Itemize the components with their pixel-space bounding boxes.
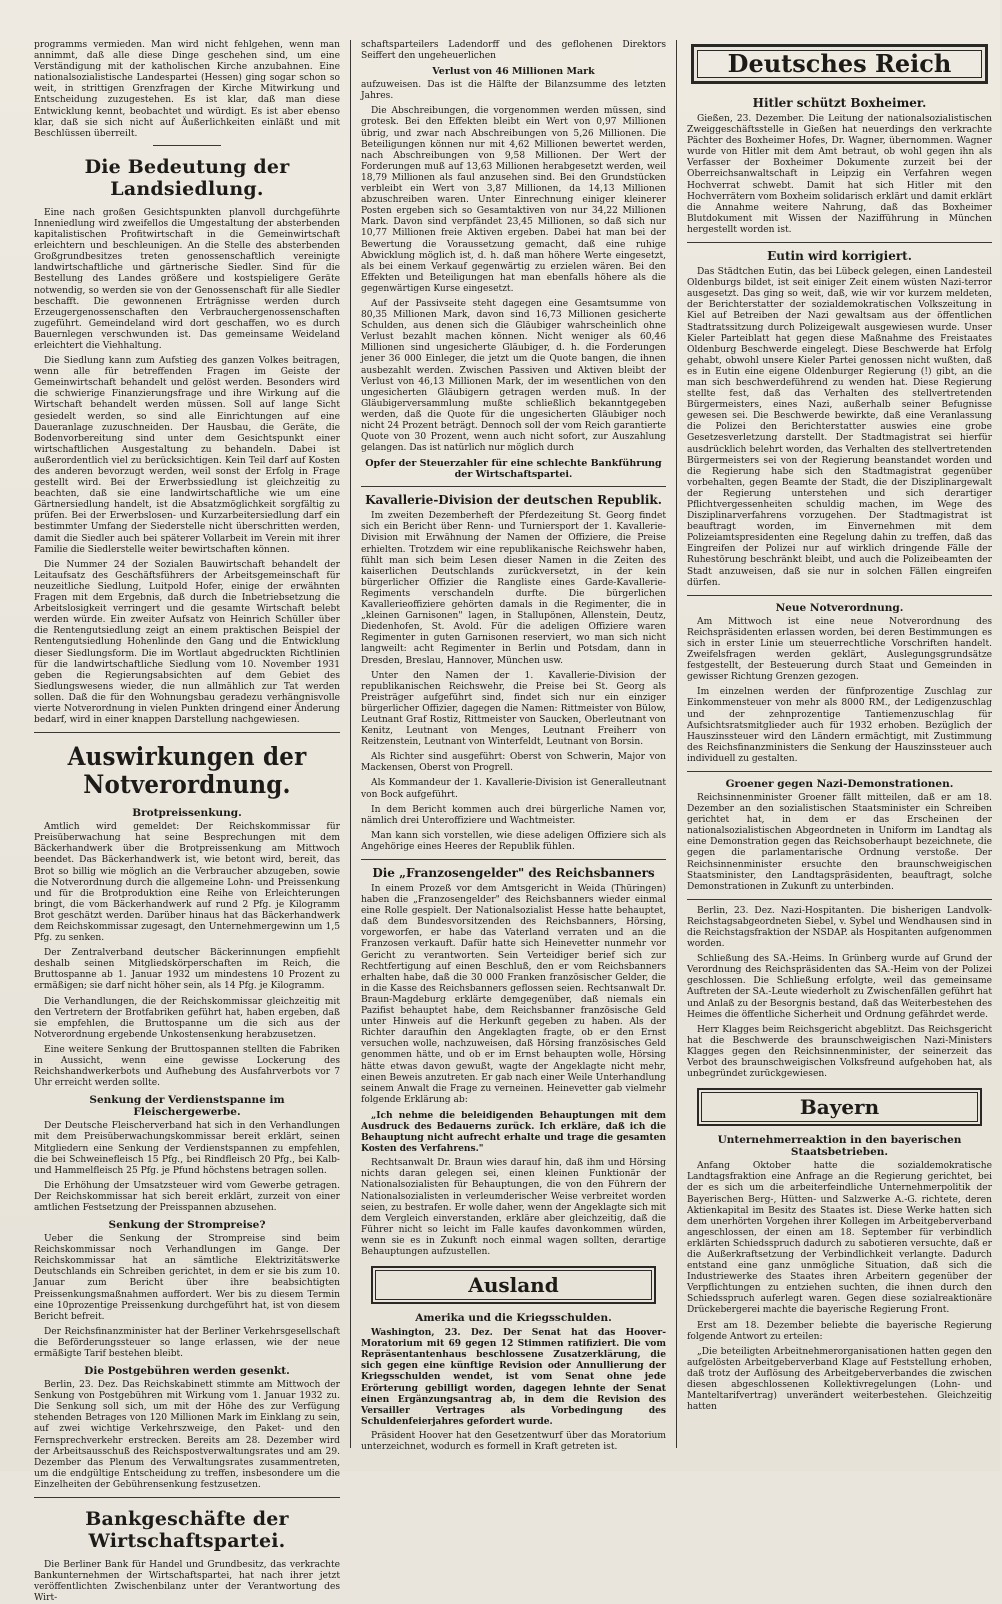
- article-paragraph: Das Städtchen Eutin, das bei Lübeck gelegen, einen Landesteil Oldenburgs bildet, ist seit einiger Zeit einem wüsten Nazi-terror ausgesetzt. Das ging so weit, daß, wie wir vor kurzem meldeten, der Berichterstatter der sozialdemokratischen Volkszeitung in Kiel auf Betreiben der Nazi gewaltsam aus der öffentlichen Stadtratssitzung durch Polizeigewalt ausgewiesen wurde. Unser Kieler Parteiblatt hat gegen diese Maßnahme des Freistaates Oldenburg Beschwerde eingelegt. Diese Beschwerde hat Erfolg gehabt, obwohl unsere Kieler Partei genossen nicht wußten, daß es in Eutin eine eigene Oldenburger Regierung (!) gibt, an die man sich beschwerdeführend zu wenden hat. Diese Regierung stellte fest, daß das Verhalten des stellvertretenden Bürgermeisters, eines Nazi, außerhalb seiner Befugnisse gewesen sei. Die Beschwerde bewirkte, daß eine Veranlassung die Polizei den Berichterstatter auswies eine grobe Gesetzesverletzung darstellt. Der Stadtmagistrat sei hierfür ausdrücklich belehrt worden, das Verhalten des stellvertretenden Bürgermeisters sei von der Regierung beanstandet worden und die Regierung habe sich den Stadtmagistrat gegenüber vorbehalten, gegen Beamte der Stadt, die der Disziplinargewalt der Regierung unterstehen und sich derartiger Pflichtvergessenheiten schuldig machen, im Wege des Disziplinarverfahrens vorzugehen. Der Stadtmagistrat ist beauftragt worden, im Einvernehmen mit dem Polizeiamtspresidenten eine Regelung dahin zu treffen, daß das Eingreifen der Polizei nur auf wirklich dringende Fälle der Ruhestörung beschränkt bleibt, und auch die Polizeibeamten der Stadt anzuweisen, daß sie nur in solchen Fällen eingreifen dürfen.: [687, 267, 992, 588]
- article-title-hitler: Hitler schützt Boxheimer.: [752, 96, 927, 110]
- article-title-bank: Bankgeschäfte der Wirtschaftspartei.: [85, 1508, 289, 1553]
- quoted-statement: „Die beteiligten Arbeitnehmerorganisationen hatten gegen den aufgelösten Arbeitgeberverband Klage auf Feststellung erhoben, daß trotz der Auflösung des Arbeitgeberverbandes die zwischen diesen abgeschlossenen Kollektivregelungen (Lohn- und Manteltarifvertrag) unverändert weiterbestehen. Gleichzeitig hatten: [687, 1346, 992, 1413]
- divider: [687, 595, 992, 596]
- article-title-notverordnung-neu: Neue Notverordnung.: [775, 601, 904, 614]
- news-brief: Herr Klagges beim Reichsgericht abgeblitzt. Das Reichsgericht hat die Beschwerde des braunschweigischen Nazi-Ministers Klagges gegen den Reichsinnenminister, der seinerzeit das Verbot des braunschweigischen Volksfreund aufgehoben hat, als unbegründet zurückgewiesen.: [687, 1024, 992, 1080]
- article-title-franzosengelder: Die „Franzosengelder" des Reichsbanners: [372, 866, 655, 880]
- article-conclusion: Opfer der Steuerzahler für eine schlechte Bankführung der Wirtschaftspartei.: [365, 458, 662, 481]
- news-brief: Schließung des SA.-Heims. In Grünberg wurde auf Grund der Verordnung des Reichspräsidenten das SA.-Heim von der Polizei geschlossen. Die Schließung erfolgte, weil das gemeinsame Auftreten der SA.-Leute wiederholt zu Zwischenfällen geführt hat und Anlaß zu der Besorgnis bestand, daß das Weiterbestehen des Heimes die öffentliche Sicherheit und Ordnung gefährdet werde.: [687, 954, 992, 1020]
- article-paragraph: Die Nummer 24 der Sozialen Bauwirtschaft behandelt der Leitaufsatz des Geschäftsführers der Arbeitsgemeinschaft für neuzeitliche Siedlung, Luitpold Hofer, einige der erwähnten Fragen mit dem Ergebnis, daß durch die Inbetriebsetzung die Arbeitslosigkeit verringert und die gesamte Wirtschaft belebt werden würde. Ein zweiter Aufsatz von Heinrich Schüller über die Rentengutsiedlung zeigt an einem praktischen Beispiel der Rentengutsiedlung Hohenlinde den Gang und die Entwicklung dieser Siedlungsform. Die im Wortlaut abgedruckten Richtlinien für die landwirtschaftliche Siedlung vom 10. November 1931 geben die Regierungsabsichten auf dem Gebiet des Siedlungswesens wieder, die nun allmählich zur Tat werden sollen. Daß die für den Wohnungsbau geradezu verhängnisvolle vierte Notverordnung in vielen Punkten dringend einer Änderung bedarf, wird in einer knappen Darstellung nachgewiesen.: [34, 559, 340, 726]
- divider: [687, 242, 992, 243]
- article-paragraph: Berlin, 23. Dez. Das Reichskabinett stimmte am Mittwoch der Senkung von Postgebühren mit Wirkung vom 1. Januar 1932 zu. Die Senkung soll sich, um mit der Höhe des zur Verfügung stehenden Betrages von 120 Millionen Mark im Einklang zu sein, auf zwei wichtige Verkehrszweige, den Paket- und den Fernsprechverkehr erstrecken. Bereits am 28. Dezember wird der Arbeitsausschuß des Reichspostverwaltungsrates und am 29. Dezember das Plenum des Verwaltungsrates zusammentreten, um die endgültige Entscheidung zu treffen, insbesondere um die Einzelheiten der Gebührensenkung festzusetzen.: [34, 1380, 340, 1490]
- divider: [34, 1497, 340, 1498]
- subhead-verlust: Verlust von 46 Millionen Mark: [432, 66, 595, 78]
- article-paragraph: Anfang Oktober hatte die sozialdemokratische Landtagsfraktion eine Anfrage an die Regierung gerichtet, bei der es sich um die arbeiterfeindliche Unternehmerpolitik der Bayerischen Berg-, Hütten- und Salzwerke A.-G. richtete, deren Aktienkapital im Besitz des Staates ist. Diese Werke hatten sich dem unerhörten Vorgehen ihrer Kollegen im Arbeitgeberverband angeschlossen, der einen am 18. September für verbindlich erklärten Schiedsspruch dadurch zu sabotieren versuchte, daß er die Außerkraftsetzung der Verbindlichkeit verlangte. Dadurch entstand eine ganz unmögliche Situation, daß sich die Industriewerke des Staates ihren Arbeitern gegenüber der Verpflichtungen zu entziehen suchten, die ihnen durch den Schiedsspruch auferlegt waren. Gegen diese sozialreaktionäre Drückebergerei machte die bayerische Regierung Front.: [687, 1161, 992, 1316]
- article-title-kavallerie: Kavallerie-Division der deutschen Republik.: [365, 493, 662, 508]
- article-paragraph: Der Deutsche Fleischerverband hat sich in den Verhandlungen mit dem Preisüberwachungskommissar bereit erklärt, seinen Mitgliedern eine Senkung der Verdienstspannen zu empfehlen, die bei Schweinefleisch 15 Pfg., bei Rindfleisch 20 Pfg., bei Kalb- und Hammelfleisch 25 Pfg. je Pfund höchstens betragen sollen.: [34, 1121, 340, 1176]
- article-paragraph: Als Kommandeur der 1. Kavallerie-Division ist Generalleutnant von Bock aufgeführt.: [361, 778, 666, 800]
- article-paragraph: Im zweiten Dezemberheft der Pferdezeitung St. Georg findet sich ein Bericht über Renn- und Turniersport der 1. Kavallerie-Division mit Erwähnung der Namen der Offiziere, die Preise erhielten. Trotzdem wir eine republikanische Reichswehr haben, fühlt man sich beim Lesen dieser Namen in die Zeiten des kaiserlichen Deutschlands zurückversetzt, in der kein bürgerlicher Offizier die Rangliste eines Garde-Kavallerie-Regiments verschandeln durfte. Die bürgerlichen Kavallerieoffiziere gehörten damals in die Regimenter, die in „kleinen Garnisonen" lagen, in Stallupönen, Allenstein, Deutz, Diedenhofen, St. Avold. Für die adeligen Offiziere waren Regimenter in guten Garnisonen reserviert, wo man sich nicht langweilt: acht Regimenter in Berlin und Potsdam, dann in Dresden, Breslau, Hannover, München usw.: [361, 511, 666, 666]
- intro-text: programms vermieden. Man wird nicht fehlgehen, wenn man annimmt, daß alle diese Dinge geschehen sind, um eine Verständigung mit der katholischen Kirche anzubahnen. Eine nationalsozialistische Landespartei (Hessen) ging sogar schon so weit, in strittigen Grenzfragen der Kirche Mitwirkung und Entscheidung zuzugestehen. Es ist klar, daß man diese Entwicklung kennt, beobachtet und würdigt. Es ist aber ebenso klar, daß sie sich nicht auf Äußerlichkeiten einläßt und mit Beschlüssen überreilt.: [34, 40, 340, 139]
- article-title-unternehmerreaktion: Unternehmerreaktion in den bayerischen Staatsbetrieben.: [717, 1134, 962, 1159]
- subhead-brot: Brotpreissenkung.: [132, 807, 242, 820]
- divider: [361, 859, 666, 860]
- article-paragraph: Präsident Hoover hat den Gesetzentwurf über das Moratorium unterzeichnet, wodurch es formell in Kraft getreten ist.: [361, 1430, 666, 1453]
- article-paragraph: In dem Bericht kommen auch drei bürgerliche Namen vor, nämlich drei Unteroffiziere und Wachtmeister.: [361, 804, 666, 826]
- article-paragraph: Reichsinnenminister Groener fällt mitteilen, daß er am 18. Dezember an den sozialistischen Staatsminister ein Schreiben gerichtet hat, in dem er das Erscheinen der nationalsozialistischen Abgeordneten in Uniform im Landtag als eine Demonstration gegen das Reichsoberhaupt bezeichnete, die gegen die parlamentarische Ordnung verstoße. Der Reichsinnenminister ersuchte den braunschweigischen Staatsminister, den Landtagspräsidenten, beauftragt, solche Demonstrationen in Zukunft zu unterbinden.: [687, 792, 992, 892]
- article-paragraph: Als Richter sind ausgeführt: Oberst von Schwerin, Major von Mackensen, Oberst von Progrell.: [361, 752, 666, 774]
- article-paragraph: Ueber die Senkung der Strompreise sind beim Reichskommissar noch Verhandlungen im Gange. Der Reichskommissar hat an sämtliche Elektrizitätswerke Deutschlands ein Schreiben gerichtet, in dem er sie bis zum 10. Januar zum Bericht über ihre beabsichtigten Preissenkungsmaßnahmen auffordert. Wer bis zu diesem Termin eine 10prozentige Preissenkung durchgeführt hat, ist von diesem Bericht befreit.: [34, 1234, 340, 1322]
- article-paragraph: Die Berliner Bank für Handel und Grundbesitz, das verkrachte Bankunternehmen der Wirtschaftspartei, hat nach ihrer jetzt veröffentlichten Zwischenbilanz unter der Verantwortung des Wirt-: [34, 1560, 340, 1604]
- article-paragraph: Der Reichsfinanzminister hat der Berliner Verkehrsgesellschaft die Beförderungssteuer so lange erlassen, wie der neue ermäßigte Tarif bestehen bleibt.: [34, 1326, 340, 1359]
- article-paragraph: Man kann sich vorstellen, wie diese adeligen Offiziere sich als Angehörige eines Heeres der Republik fühlen.: [361, 830, 666, 852]
- article-paragraph: Amtlich wird gemeldet: Der Reichskommissar für Preisüberwachung hat seine Besprechungen mit dem Bäckerhandwerk über die Brotpreissenkung am Mittwoch beendet. Das Bäckerhandwerk ist, wie betont wird, bereit, das Brot so billig wie möglich an die Verbraucher abzugeben, sowie die Notverordnung durch die allgemeine Lohn- und Preissenkung und für die Brotproduktion eine Reihe von Erleichterungen bringt, die vom Bäckerhandwerk auf rund 2 Pfg. je Kilogramm Brot geschätzt werden. Darüber hinaus hat das Bäckerhandwerk dem Reichskommissar zugesagt, den Unternehmergewinn um 1,5 Pfg. zu senken.: [34, 822, 340, 944]
- article-title-eutin: Eutin wird korrigiert.: [767, 249, 912, 264]
- divider: [687, 771, 992, 772]
- article-paragraph: Die Verhandlungen, die der Reichskommissar gleichzeitig mit den Vertretern der Brotfabriken geführt hat, haben ergeben, daß sie empfehlen, die Bruttospanne um die sich aus der Notverordnung ergebende Unkostensenkung herabzusetzen.: [34, 996, 340, 1040]
- column-right: [676, 40, 1002, 1448]
- article-paragraph: Die Siedlung kann zum Aufstieg des ganzen Volkes beitragen, wenn alle für betreffenden Fragen im Geiste der Gemeinwirtschaft behandelt und gelöst werden. Besonders wird die schwierige Finanzierungsfrage und ihre Wirkung auf die Wirtschaft behandelt werden müssen. Soll auf lange Sicht gesiedelt werden, so sind alle Einrichtungen auf eine Daueranlage zuzuschneiden. Der Hausbau, die Geräte, die Bodenvorbereitung sind unter dem Gesichtspunkt einer wirtschaftlichen Ausgestaltung zu behandeln. Dabei ist außerordentlich viel zu berücksichtigen. Kein Teil darf auf Kosten des anderen bevorzugt werden, weil sonst der Erfolg in Frage gestellt wird. Bei der Erwerbssiedlung ist gleichzeitig zu beachten, daß sie eine landwirtschaftliche wie um eine Gärtnersiedlung handelt, ist die Absatzmöglichkeit sorgfältig zu prüfen. Bei der Erwerbslosen- und Kurzarbeitersiedlung darf ein bestimmter Umfang der Siederstelle nicht überschritten werden, damit die Siedler auch bei späterer Vollarbeit im Verein mit ihrer Familie die Siedlerstelle weiter bewirtschaften können.: [34, 356, 340, 555]
- article-title-groener: Groener gegen Nazi-Demonstrationen.: [725, 777, 954, 790]
- quoted-statement: „Ich nehme die beleidigenden Behauptungen mit dem Ausdruck des Bedauerns zurück. Ich erkläre, daß ich die Behauptung nicht aufrecht erhalte und trage die gesamten Kosten des Verfahrens.": [361, 1109, 666, 1155]
- article-paragraph: Der Zentralverband deutscher Bäckerinnungen empfiehlt deshalb seinen Mitgliedskörperschaften im Reich, die Bruttospanne ab 1. Januar 1932 um mindestens 10 Prozent zu ermäßigen; sie darf nicht höher sein, als 14 Pfg. je Kilogramm.: [34, 948, 340, 992]
- article-paragraph: Auf der Passivseite steht dagegen eine Gesamtsumme von 80,35 Millionen Mark, davon sind 16,73 Millionen gesicherte Schulden, aus denen sich die Gläubiger wahrscheinlich ohne Verlust bezahlt machen können. Nicht weniger als 60,46 Millionen sind ungesicherte Gläubiger, d. h. die Forderungen jener 36 000 Einleger, die jetzt um die Quote bangen, die ihnen ausbezahlt werden. Zwischen Passiven und Aktiven bleibt der Verlust von 46,13 Millionen Mark, der im wesentlichen von den ungesicherten Gläubigern getragen werden muß. In der Gläubigerversammlung mußte schließlich bekanntgegeben werden, daß die Quote für die ungesicherten Gläubiger noch nicht 24 Prozent beträgt. Dennoch soll der vom Reich garantierte Quote von 30 Prozent, wenn auch nicht sofort, zur Auszahlung gelangen. Das ist natürlich nur möglich durch: [361, 298, 666, 454]
- subhead-fleisch: Senkung der Verdienstspanne im Fleischergewerbe.: [89, 1094, 285, 1119]
- continued-text: schaftsparteilers Ladendorff und des geflohenen Direktors Seiffert den ungeheuerlichen: [361, 40, 666, 62]
- column-left: [24, 40, 350, 1604]
- article-title-landsiedlung: Die Bedeutung der Landsiedlung.: [84, 155, 290, 200]
- article-paragraph: Am Mittwoch ist eine neue Notverordnung des Reichspräsidenten erlassen worden, bei deren Bestimmungen es sich in erster Linie um steuerrechtliche Vorschriften handelt. Zweifelsfragen werden geklärt, Auslegungsgrundsätze festgestellt, der Besteuerung durch Staat und Gemeinden in gewisser Richtung Grenzen gezogen.: [687, 616, 992, 683]
- section-header-bayern: Bayern: [697, 1088, 982, 1126]
- column-middle: [350, 40, 676, 1453]
- article-title-amerika: Amerika und die Kriegsschulden.: [415, 1312, 612, 1325]
- article-paragraph: Eine nach großen Gesichtspunkten planvoll durchgeführte Inneniedlung wird zweifellos die Umgestaltung der absterbenden kapitalistischen Profitwirtschaft in die Gemeinwirtschaft erleichtern und beschleunigen. An die Stelle des absterbenden Großgrundbesitzes treten genossenschaftlich vereinigte landwirtschaftliche und gärtnerische Siedler. Sind für die Bestellung des Landes größere und kostspieligere Geräte notwendig, so werden sie von der Genossenschaft für alle Siedler beschafft. Die gewonnenen Erträgnisse werden durch Erzeugergenossenschaften den Verbrauchergenossenschaften zugeführt. Gemeindeland wird dort geschaffen, wo es durch Bauernlegen verschwunden ist. Das gemeinsame Weideland erleichtert die Viehhaltung.: [34, 207, 340, 351]
- divider: [687, 899, 992, 900]
- section-header-deutsches-reich: Deutsches Reich: [691, 44, 988, 84]
- article-paragraph: Die Abschreibungen, die vorgenommen werden müssen, sind grotesk. Bei den Effekten bleibt ein Wert von 0,97 Millionen übrig, und zwar nach Abschreibungen von 5,26 Millionen. Die Beteiligungen können nur mit 4,62 Millionen bewertet werden, nach Abschreibungen von 9,58 Millionen. Der Wert der Forderungen muß auf 13,63 Millionen herabgesetzt werden, weil 18,79 Millionen als faul anzusehen sind. Bei den Grundstücken verbleibt ein Wert von 3,87 Millionen, da 14,13 Millionen abzuschreiben waren. Unter Einrechnung einiger kleinerer Posten ergeben sich so Gesamtaktiven von nur 34,22 Millionen Mark. Davon sind verpfändet 23,45 Millionen, so daß sich nur 10,77 Millionen freie Aktiven ergeben. Dabei hat man bei der Bewertung die Voraussetzung gemacht, daß eine ruhige Abwicklung möglich ist, d. h. daß man höhere Werte eingesetzt, als bei einem Verkauf gegenwärtig zu erzielen wären. Bei den Effekten und Beteiligungen hat man ebenfalls höhere als die gegenwärtigen Kurse eingesetzt.: [361, 106, 666, 294]
- article-paragraph: Gießen, 23. Dezember. Die Leitung der nationalsozialistischen Zweiggeschäftsstelle in Gießen hat neuerdings den verkrachte Pächter des Boxheimer Hofes, Dr. Wagner, übernommen. Wagner wurde von Hitler mit dem Amt betraut, ob wohl gegen ihn als Verfasser der Boxheimer Dokumente zurzeit bei der Oberreichsanwaltschaft in Leipzig ein Verfahren wegen Hochverrat schwebt. Damit hat sich Hitler mit den Hochverrätern vom Boxheim solidarisch erklärt und damit erklärt die Annahme weitere Nahrung, daß das Boxheimer Blutdokument mit Wissen der Nazifführung in München hergestellt worden ist.: [687, 114, 992, 235]
- article-paragraph: Rechtsanwalt Dr. Braun wies darauf hin, daß ihm und Hörsing nichts daran gelegen sei, einen kleinen Funktionär der Nationalsozialisten für Behauptungen, die von den Führern der Nationalsozialisten in verleumderischer Weise verbreitet worden seien, zu bestrafen. Er wolle daher, wenn der Angeklagte sich mit dem Vergleich einverstanden, erkläre aber gleichzeitig, daß die Führer nicht so leicht im Falle kaufes davonkommen würden, wenn sie es in Zukunft noch einmal wagen sollten, derartige Behauptungen aufzustellen.: [361, 1158, 666, 1257]
- article-paragraph: Die Erhöhung der Umsatzsteuer wird vom Gewerbe getragen. Der Reichskommissar hat sich bereit erklärt, zurzeit von einer amtlichen Festsetzung der Preisspannen abzusehen.: [34, 1180, 340, 1213]
- article-paragraph: Erst am 18. Dezember beliebte die bayerische Regierung folgende Antwort zu erteilen:: [687, 1320, 992, 1342]
- subhead-post: Die Postgebühren werden gesenkt.: [84, 1365, 290, 1378]
- divider: [153, 145, 220, 146]
- article-title-notverordnung: Auswirkungen der Notverordnung.: [67, 742, 307, 800]
- subhead-strom: Senkung der Strompreise?: [108, 1219, 266, 1232]
- article-paragraph: Washington, 23. Dez. Der Senat hat das Hoover-Moratorium mit 69 gegen 12 Stimmen ratifiziert. Die vom Repräsentantenhaus beschlossene Zusatzerklärung, die sich gegen eine künftige Revision oder Annullierung der Kriegsschulden wendet, ist vom Senat ohne jede Erörterung gebilligt worden, dagegen lehnte der Senat einen Ergänzungsantrag ab, in dem die Revision des Versailler Vertrages als Vorbedingung des Schuldenfeierjahres gefordert wurde.: [361, 1327, 666, 1427]
- article-paragraph: Eine weitere Senkung der Bruttospannen stellten die Fabriken in Aussicht, wenn eine gewisse Lockerung des Reichshandwerkerbots und Aufhebung des Ausfahrverbots vor 7 Uhr erreicht werden sollte.: [34, 1044, 340, 1089]
- article-paragraph: Im einzelnen werden der fünfprozentige Zuschlag zur Einkommensteuer von mehr als 8000 RM., der Ledigenzuschlag und der zehnprozentige Tantiemenzuschlag für Aufsichtsratsmitglieder auch für 1932 erhoben. Bezüglich der Hauszinssteuer wird den Ländern ermächtigt, mit Zustimmung des Reichsfinanzministers die Senkung der Hauszinssteuer auch individuell zu gestalten.: [687, 687, 992, 764]
- article-paragraph: Unter den Namen der 1. Kavallerie-Division der republikanischen Reichswehr, die Preise bei St. Georg als Preisträger aufgeführt sind, findet sich nur ein einziger bürgerlicher Offizier, dagegen die Namen: Rittmeister von Bülow, Leutnant Graf Rostiz, Rittmeister von Saucken, Oberleutnant von Kenitz, Leutnant von Menges, Leutnant Freiherr von Reitzenstein, Leutnant von Winterfeldt, Leutnant von Borsin.: [361, 670, 666, 748]
- divider: [361, 486, 666, 487]
- divider: [34, 732, 340, 733]
- section-header-ausland: Ausland: [371, 1266, 656, 1304]
- news-brief: Berlin, 23. Dez. Nazi-Hospitanten. Die bisherigen Landvolk-Reichstagsabgeordneten Siebel, v. Sybel und Wendhausen sind in die Reichstagsfraktion der NSDAP. als Hospitanten aufgenommen worden.: [687, 905, 992, 950]
- article-paragraph: aufzuweisen. Das ist die Hälfte der Bilanzsumme des letzten Jahres.: [361, 80, 666, 102]
- article-paragraph: In einem Prozeß vor dem Amtsgericht in Weida (Thüringen) haben die „Franzosengelder" des Reichsbanners wieder einmal eine Rolle gespielt. Der Nationalsozialist Hesse hatte behauptet, daß dem Bundesvorsitzenden des Reichsbanners, Hörsing, vorgeworfen, er habe das Vaterland verraten und an die Franzosen verkauft. Dafür hatte sich Heinevetter nunmehr vor Gericht zu verantworten. Sein Verteidiger berief sich zur Rechtfertigung auf einen Beschluß, den er vom Reichsbanners erhalten habe, daß die 30 000 Franken französischer Gelder, die in die Kasse des Reichsbanners geflossen seien. Rechtsanwalt Dr. Braun-Magdeburg erklärte demgegenüber, daß niemals ein Pazifist behauptet habe, dem Reichsbanner französische Geld unter Hinweis auf die Herkunft gegeben zu haben. Als der Richter daraufhin den Angeklagten fragte, ob er den Ernst versuchen wolle, nachzuweisen, daß Hörsing französisches Geld genommen hätte, und ob er im Ernst behaupten wolle, Hörsing hätte etwas davon gewußt, wagte der Angeklagte nicht mehr, einen Beweis anzutreten. Er gab nach einer Weile Unterhandlung seinem Anwalt die Frage zu verneinen. Heinevetter gab vielmehr folgende Erklärung ab:: [361, 884, 666, 1105]
